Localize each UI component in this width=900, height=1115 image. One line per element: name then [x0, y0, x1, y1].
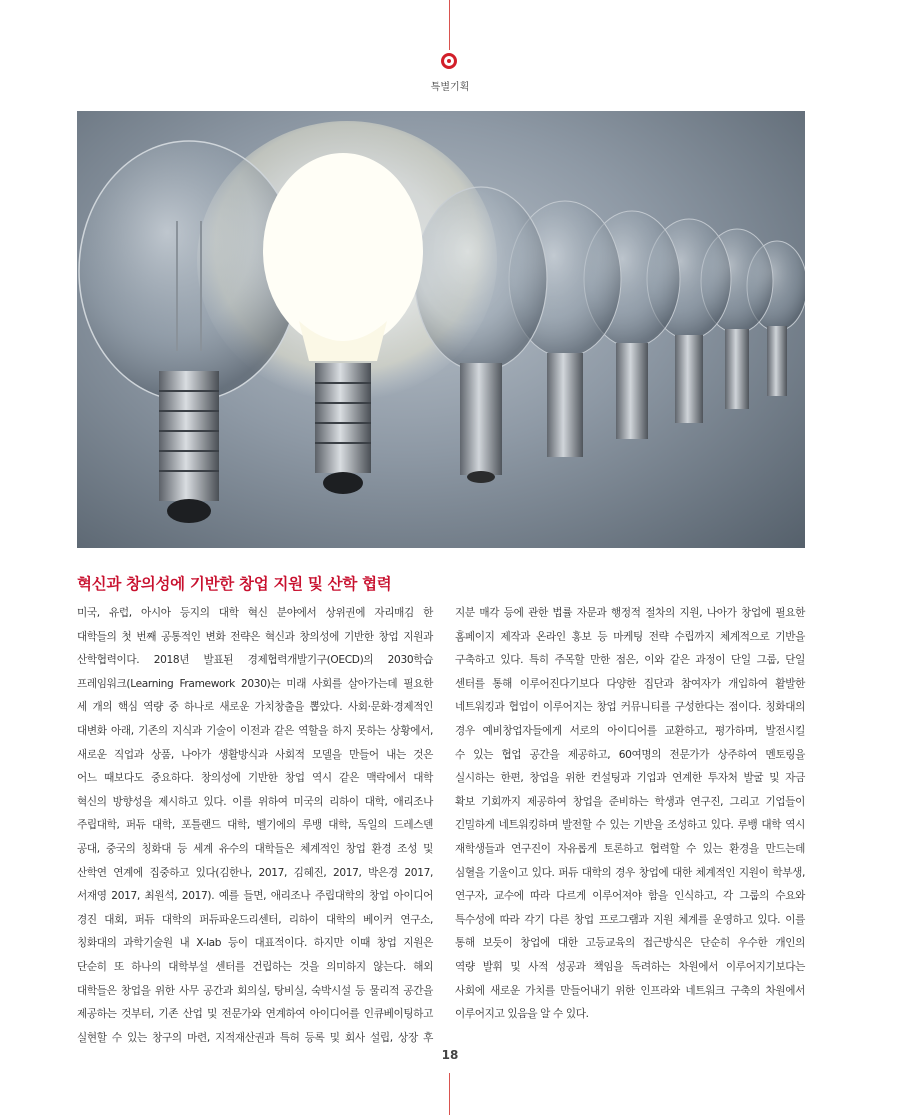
text-line: 실현할 수 있는 창구의 마련, 지적재산권과 특허 등록 및 회사 설립, 상장 후	[77, 1031, 433, 1044]
text-line: 홈페이지 제작과 온라인 홍보 등 마케팅 전략 수립까지 체계적으로 기반을	[455, 630, 805, 643]
page-number: 18	[441, 1048, 459, 1062]
text-line: 연구자, 교수에 따라 다르게 이루어져야 함을 인식하고, 각 그룹의 수요와	[455, 890, 805, 903]
top-divider-line	[449, 0, 450, 50]
text-line: 단순히 또 하나의 대학부설 센터를 건립하는 것을 의미하지 않는다. 해외	[77, 960, 433, 973]
article-headline: 혁신과 창의성에 기반한 창업 지원 및 산학 협력	[77, 575, 392, 593]
text-line: 새로운 직업과 상품, 나아가 생활방식과 사회적 모델을 만들어 내는 것은	[77, 748, 433, 761]
text-line: 지분 매각 등에 관한 법률 자문과 행정적 절차의 지원, 나아가 창업에 필요한	[455, 607, 805, 619]
text-line: 확보 기회까지 제공하여 창업을 준비하는 학생과 연구진, 그리고 기업들이	[455, 795, 805, 808]
text-line: 프레임워크(Learning Framework 2030)는 미래 사회를 살아가는데 필요한	[77, 677, 433, 690]
section-marker-icon	[441, 53, 457, 69]
text-line: 경진 대회, 퍼듀 대학의 퍼듀파운드리센터, 리하이 대학의 베이커 연구소,	[77, 913, 433, 926]
text-line: 역량 발휘 및 사적 성공과 책임을 독려하는 차원에서 이루어지기보다는	[455, 960, 805, 973]
text-line: 센터를 통해 이루어진다기보다 다양한 집단과 참여자가 개입하여 활발한	[455, 677, 805, 690]
text-line: 제공하는 것부터, 기존 산업 및 전문가와 연계하여 아이디어를 인큐베이팅하고	[77, 1008, 433, 1021]
text-line: 네트워킹과 협업이 이루어지는 창업 커뮤니티를 구성한다는 점이다. 칭화대의	[455, 701, 805, 714]
text-line: 구축하고 있다. 특히 주목할 만한 점은, 이와 같은 과정이 단일 그룹, 단일	[455, 654, 805, 667]
text-line: 재학생들과 연구진이 자유롭게 토론하고 협력할 수 있는 환경을 만드는데	[455, 842, 805, 855]
text-line: 세 개의 핵심 역량 중 하나로 새로운 가치창출을 뽑았다. 사회·문화·경제적인	[77, 701, 433, 714]
text-line: 특수성에 따라 각기 다른 창업 프로그램과 지원 체계를 운영하고 있다. 이를	[455, 913, 805, 926]
section-label: 특별기획	[430, 82, 470, 93]
text-line: 실시하는 한편, 창업을 위한 컨설팅과 기업과 연계한 투자처 발굴 및 자금	[455, 772, 805, 785]
text-line: 이루어지고 있음을 알 수 있다.	[455, 1008, 589, 1021]
text-line: 서재영 2017, 최원석, 2017). 예를 들면, 애리조나 주립대학의 창업 아이디어	[77, 890, 433, 903]
text-line: 수 있는 협업 공간을 제공하고, 60여명의 전문가가 상주하여 멘토링을	[455, 748, 805, 761]
text-line: 칭화대의 과학기술원 내 X-lab 등이 대표적이다. 하지만 이때 창업 지원은	[77, 937, 433, 950]
right-text-column	[455, 602, 805, 1027]
left-text-column	[77, 602, 433, 1050]
text-line: 경우 예비창업자들에게 서로의 아이디어를 교환하고, 평가하며, 발전시킬	[455, 724, 805, 737]
text-line: 사회에 새로운 가치를 만들어내기 위한 인프라와 네트워크 구축의 차원에서	[455, 984, 805, 997]
text-line: 미국, 유럽, 아시아 등지의 대학 혁신 분야에서 상위권에 자리매김 한	[77, 607, 433, 619]
lightbulbs-photo	[77, 111, 805, 548]
text-line: 어느 때보다도 중요하다. 창의성에 기반한 창업 역시 같은 맥락에서 대학	[77, 772, 433, 785]
text-line: 공대, 중국의 칭화대 등 세계 유수의 대학들은 체계적인 창업 환경 조성 및	[77, 842, 433, 855]
text-line: 산학연 연계에 집중하고 있다(김한나, 2017, 김혜진, 2017, 박은경 2017,	[77, 866, 433, 879]
text-line: 심혈을 기울이고 있다. 퍼듀 대학의 경우 창업에 대한 체계적인 지원이 학부생,	[455, 866, 805, 879]
text-line: 대학들은 창업을 위한 사무 공간과 회의실, 탕비실, 숙박시설 등 물리적 공간을	[77, 984, 433, 997]
text-line: 산학협력이다. 2018년 발표된 경제협력개발기구(OECD)의 2030학습	[77, 654, 433, 667]
text-line: 긴밀하게 네트워킹하며 발전할 수 있는 기반을 조성하고 있다. 루뱅 대학 역시	[455, 819, 805, 832]
text-line: 대학들의 첫 번째 공통적인 변화 전략은 혁신과 창의성에 기반한 창업 지원과	[77, 630, 433, 643]
text-line: 주립대학, 퍼듀 대학, 포틀랜드 대학, 벨기에의 루뱅 대학, 독일의 드레스덴	[77, 819, 433, 832]
bottom-divider-line	[449, 1073, 450, 1115]
text-line: 혁신의 방향성을 제시하고 있다. 이를 위하여 미국의 리하이 대학, 애리조나	[77, 795, 433, 808]
text-line: 통해 보듯이 창업에 대한 고등교육의 접근방식은 단순히 우수한 개인의	[455, 937, 805, 950]
text-line: 대변화 아래, 기존의 지식과 기술이 이전과 같은 역할을 하지 못하는 상황에서,	[77, 724, 433, 737]
